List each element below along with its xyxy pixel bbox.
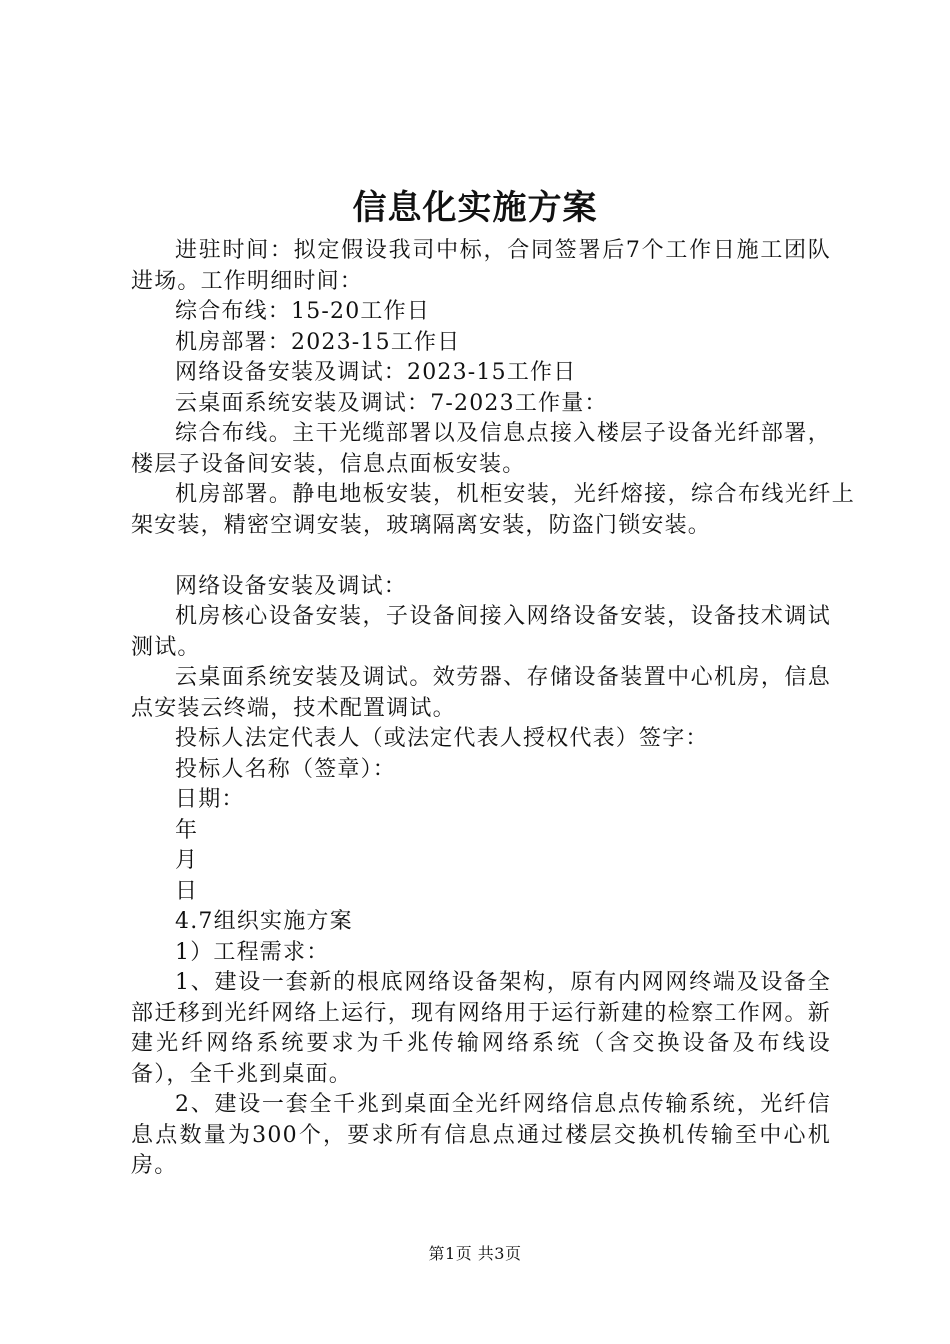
paragraph-signature: 投标人法定代表人（或法定代表人授权代表）签字：: [175, 726, 709, 751]
paragraph-cabling-time: 综合布线：15-20工作日: [175, 299, 431, 324]
paragraph-entry-time: 进驻时间：拟定假设我司中标，合同签署后7个工作日施工团队进场。工作明细时间：: [131, 238, 831, 294]
paragraph-network-time: 网络设备安装及调试：2023-15工作日: [175, 360, 577, 385]
paragraph-cabling-detail: 综合布线。主干光缆部署以及信息点接入楼层子设备光纤部署，楼层子设备间安装，信息点面板安装。: [131, 421, 831, 477]
paragraph-year: 年: [175, 817, 199, 843]
page-footer: 第1页 共3页: [428, 1244, 522, 1263]
paragraph-cloud-desktop-detail: 云桌面系统安装及调试。效劳器、存储设备装置中心机房，信息点安装云终端，技术配置调试。: [131, 665, 831, 721]
paragraph-cloud-desktop-time: 云桌面系统安装及调试：7-2023工作量：: [175, 390, 608, 416]
requirement-item-2: 2、建设一套全千兆到桌面全光纤网络信息点传输系统，光纤信息点数量为300个，要求所有信息点通过楼层交换机传输至中心机房。: [131, 1092, 831, 1178]
paragraph-network-heading: 网络设备安装及调试：: [175, 573, 408, 599]
document-body: [131, 236, 855, 1182]
paragraph-date: 日期：: [175, 787, 245, 812]
paragraph-machine-room-time: 机房部署：2023-15工作日: [175, 329, 461, 355]
blank-line: [131, 541, 831, 572]
paragraph-bidder-name: 投标人名称（签章）：: [175, 756, 397, 782]
document-title: 信息化实施方案: [352, 188, 598, 228]
paragraph-machine-room-detail: 机房部署。静电地板安装，机柜安装，光纤熔接，综合布线光纤上架安装，精密空调安装，玻璃隔离安装，防盗门锁安装。: [131, 482, 855, 538]
paragraph-network-detail: 机房核心设备安装，子设备间接入网络设备安装，设备技术调试测试。: [131, 604, 831, 660]
subsection-heading-requirements: 1）工程需求：: [175, 939, 330, 965]
section-heading-4-7: 4.7组织实施方案: [175, 909, 353, 934]
requirement-item-1: 1、建设一套新的根底网络设备架构，原有内网网终端及设备全部迁移到光纤网络上运行，现有网络用于运行新建的检察工作网。新建光纤网络系统要求为千兆传输网络系统（含交换设备及布线设备），全千兆到桌面。: [131, 970, 831, 1087]
paragraph-month: 月: [175, 848, 199, 873]
paragraph-day: 日: [175, 878, 199, 904]
